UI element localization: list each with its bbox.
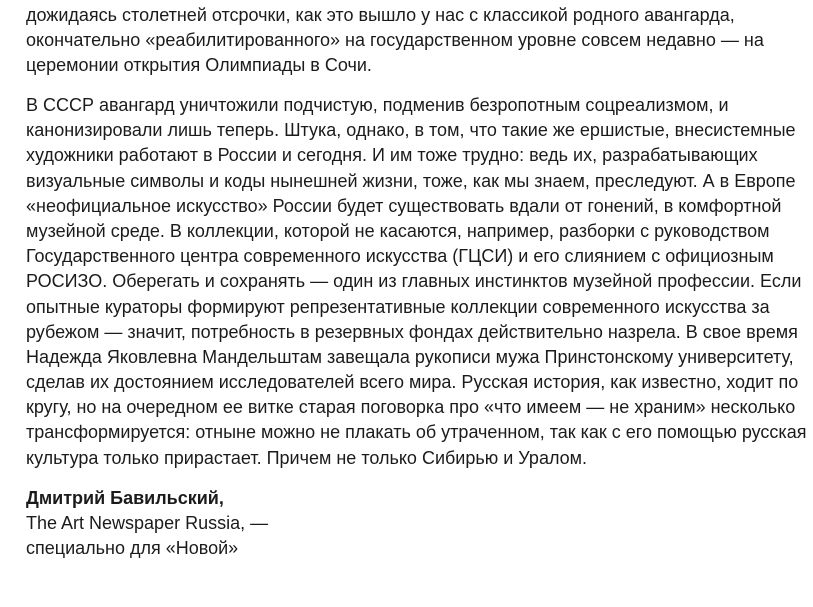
text-line: опытные кураторы формируют репрезентативные коллекции современного искусства за xyxy=(26,296,770,317)
text-line: визуальные символы и коды нынешней жизни, тоже, как мы знаем, преследуют. А в Европе xyxy=(26,170,796,191)
publication-name: The Art Newspaper Russia, — xyxy=(26,513,269,534)
text-line: Надежда Яковлевна Мандельштам завещала рукописи мужа Принстонскому университету, xyxy=(26,346,794,367)
text-line: канонизировали лишь теперь. Штука, однако, в том, что такие же ершистые, внесистемные xyxy=(26,120,796,141)
text-line: В СССР авангард уничтожили подчистую, подменив безропотным соцреализмом, и xyxy=(26,95,729,115)
publication-note: специально для «Новой» xyxy=(26,538,239,559)
text-line: рубежом — значит, потребность в резервных фондах действительно назрела. В свое время xyxy=(26,321,798,342)
text-line: окончательно «реабилитированного» на государственном уровне совсем недавно — на xyxy=(26,30,764,51)
text-line: «неофициальное искусство» России будет существовать вдали от гонений, в комфортной xyxy=(26,195,782,216)
author-signature xyxy=(26,486,268,562)
text-line: Государственного центра современного искусства (ГЦСИ) и его слиянием с официозным xyxy=(26,246,774,267)
text-line: культура только прирастает. Причем не только Сибирью и Уралом. xyxy=(26,447,588,468)
text-line: РОСИЗО. Оберегать и сохранять — один из главных инстинктов музейной профессии. Если xyxy=(26,271,802,292)
text-line: музейной среде. В коллекции, которой не касаются, например, разборки с руководством xyxy=(26,220,770,241)
paragraph-1 xyxy=(26,3,764,79)
author-name: Дмитрий Бавильский, xyxy=(26,488,224,508)
paragraph-2 xyxy=(26,93,806,471)
text-line: трансформируется: отныне можно не плакать об утраченном, так как с его помощью русская xyxy=(26,422,807,443)
text-line: кругу, но на очередном ее витке старая поговорка про «что имеем — не храним» несколько xyxy=(26,397,796,418)
text-line: церемонии открытия Олимпиады в Сочи. xyxy=(26,55,372,76)
text-line: сделав их достоянием исследователей всего мира. Русская история, как известно, ходит по xyxy=(26,372,799,393)
text-line: дожидаясь столетней отсрочки, как это вышло у нас с классикой родного авангарда, xyxy=(26,5,735,25)
text-line: художники работают в России и сегодня. И им тоже трудно: ведь их, разрабатывающих xyxy=(26,145,758,166)
